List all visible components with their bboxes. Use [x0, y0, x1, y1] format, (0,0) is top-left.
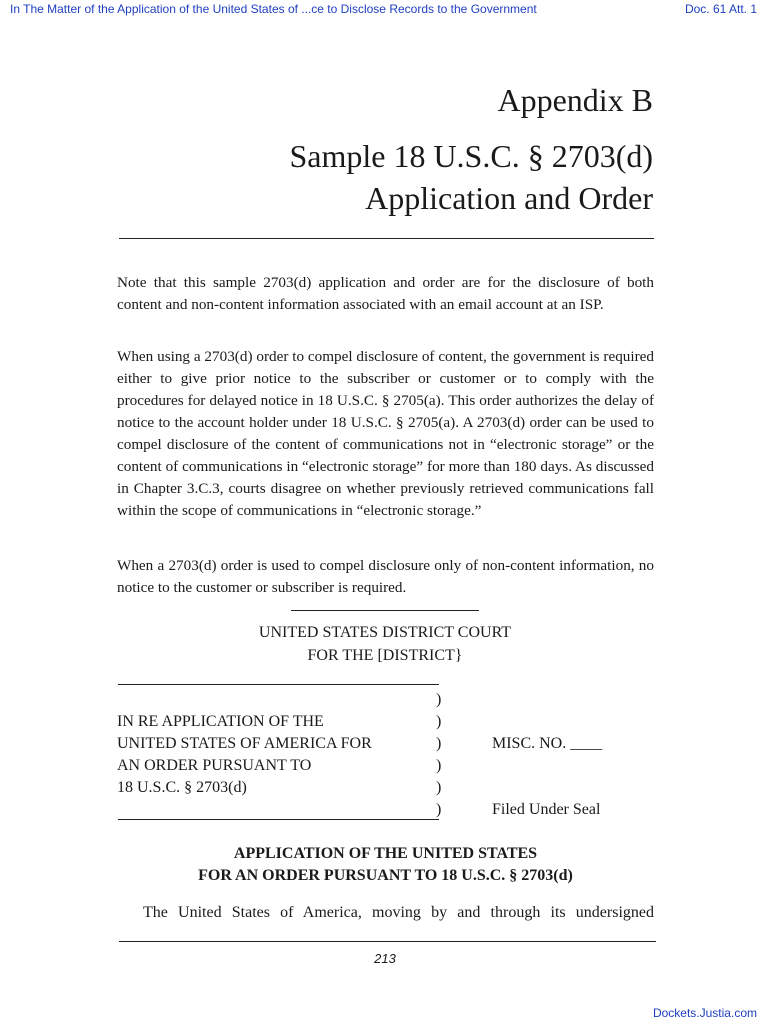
caption-paren: )	[436, 779, 442, 796]
caption-line-2: UNITED STATES OF AMERICA FOR	[117, 735, 372, 752]
caption-paren: )	[436, 801, 442, 818]
filed-under-seal: Filed Under Seal	[492, 801, 601, 818]
application-title-line2: FOR AN ORDER PURSUANT TO 18 U.S.C. § 2703(d)	[198, 867, 573, 884]
note-paragraph-3: When a 2703(d) order is used to compel disclosure only of non-content information, no notice to the customer or subscriber is required.	[117, 557, 654, 596]
caption-line-1: IN RE APPLICATION OF THE	[117, 713, 324, 730]
misc-number: MISC. NO. ____	[492, 735, 603, 752]
section-divider	[291, 610, 479, 611]
caption-line-4: 18 U.S.C. § 2703(d)	[117, 779, 247, 796]
appendix-title: Appendix B	[497, 82, 653, 118]
page-bottom-rule	[119, 941, 656, 942]
court-name: UNITED STATES DISTRICT COURT	[258, 624, 512, 641]
caption-paren: )	[436, 757, 442, 774]
caption-paren: )	[436, 713, 442, 730]
caption-bottom-rule	[118, 819, 439, 820]
note-paragraph-1: Note that this sample 2703(d) application and order are for the disclosure of both content and non-content information associated with an email account at an ISP.	[117, 274, 654, 313]
application-opening-text: The United States of America, moving by and through its undersigned	[143, 904, 654, 921]
document-header-bar	[0, 0, 770, 20]
caption-paren: )	[436, 691, 442, 708]
appendix-subtitle-line2: Application and Order	[365, 180, 653, 216]
caption-paren: )	[436, 735, 442, 752]
application-title-line1: APPLICATION OF THE UNITED STATES	[233, 845, 538, 862]
caption-line-3: AN ORDER PURSUANT TO	[117, 757, 312, 774]
page-number: 213	[374, 951, 396, 966]
case-title-link[interactable]: In The Matter of the Application of the United States of ...ce to Disclose Records to the Government	[10, 2, 537, 16]
note-paragraph-2: When using a 2703(d) order to compel disclosure of content, the government is required either to give prior notice to the subscriber or customer or to comply with the procedures for delayed notice in 18 U.S.C. § 2705(a). This order authorizes the delay of notice to the account holder under 18 U.S.C. § 2705(a). A 2703(d) order can be used to compel disclosure of the content of communications not in “electronic storage” or the content of communications in “electronic storage” for more than 180 days. As discussed in Chapter 3.C.3, courts disagree on whether previously retrieved communications fall within the scope of communications in “electronic storage.”	[117, 348, 654, 519]
justia-source-link[interactable]: Dockets.Justia.com	[652, 1006, 757, 1020]
court-district: FOR THE [DISTRICT}	[307, 647, 463, 664]
caption-top-rule	[118, 684, 439, 685]
appendix-subtitle-line1: Sample 18 U.S.C. § 2703(d)	[289, 138, 653, 174]
doc-reference-link[interactable]: Doc. 61 Att. 1	[684, 2, 757, 16]
title-divider	[119, 238, 654, 239]
